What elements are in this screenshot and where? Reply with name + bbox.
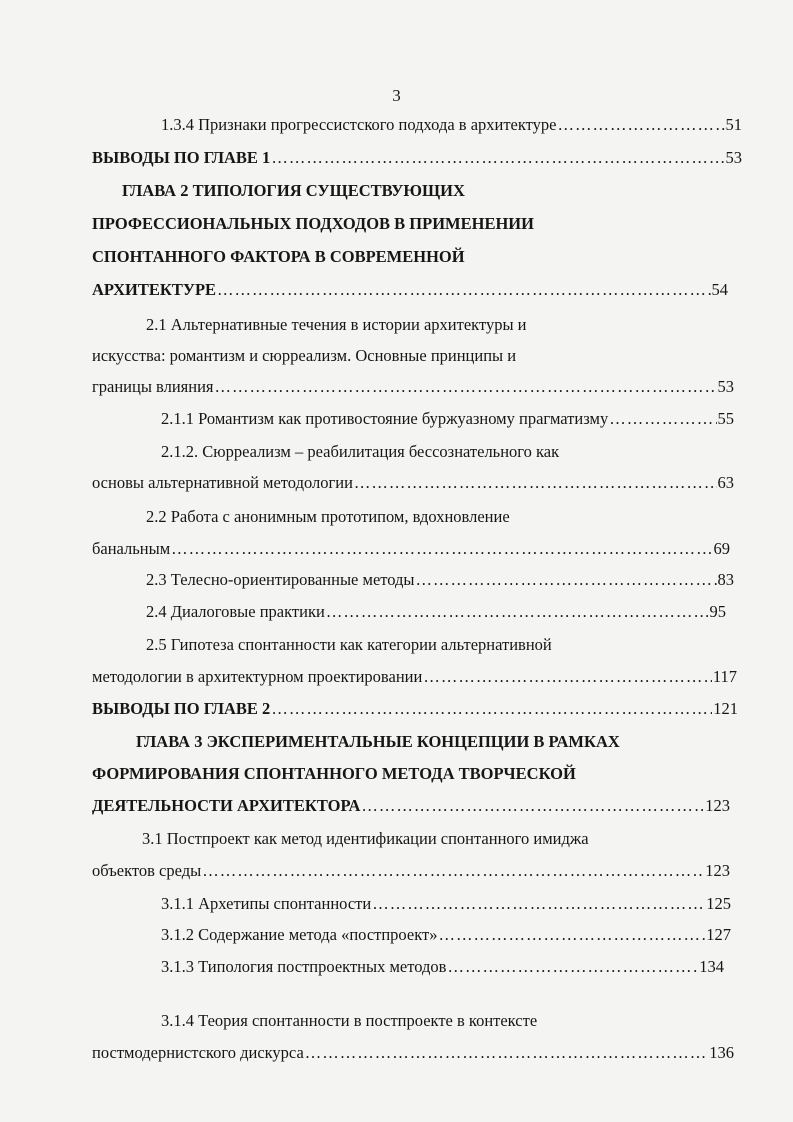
toc-section-3-1-4-line1: 3.1.4 Теория спонтанности в постпроекте в контексте [161, 1011, 538, 1030]
toc-page: 55 [717, 409, 734, 428]
toc-page: 51 [725, 115, 742, 134]
toc-entry-chapter-3[interactable]: ДЕЯТЕЛЬНОСТИ АРХИТЕКТОРА …………………………………………………………………………………………………………………………………………………………………… 123 [92, 791, 730, 821]
toc-entry-3-1-4[interactable]: постмодернистского дискурса …………………………………………………………………………………………………………………………………………………………………… 136 [92, 1038, 734, 1068]
toc-section-3-1-line1: 3.1 Постпроект как метод идентификации спонтанного имиджа [142, 829, 589, 848]
toc-entry-2-1[interactable]: границы влияния …………………………………………………………………………………………………………………………………………………………………… 53 [92, 372, 734, 402]
toc-section-2-1-line1: 2.1 Альтернативные течения в истории архитектуры и [146, 315, 527, 334]
toc-entry-2-1-1[interactable]: 2.1.1 Романтизм как противостояние буржуазному прагматизму …………………………………………………………………………………………………………………………………………………………………… 55 [161, 404, 734, 434]
toc-page: 83 [717, 570, 734, 589]
toc-page: 95 [709, 602, 726, 621]
toc-entry-3-1-3[interactable]: 3.1.3 Типология постпроектных методов …………………………………………………………………………………………………………………………………………………………………… 134 [161, 952, 724, 982]
toc-entry-2-1-2[interactable]: основы альтернативной методологии …………………………………………………………………………………………………………………………………………………………………… 63 [92, 468, 734, 498]
toc-page: 134 [699, 957, 724, 976]
page-number: 3 [392, 86, 401, 105]
toc-page: 69 [713, 539, 730, 558]
toc-entry-2-3[interactable]: 2.3 Телесно-ориентированные методы …………………………………………………………………………………………………………………………………………………………………… 83 [146, 565, 734, 595]
toc-page: 121 [713, 699, 738, 718]
toc-section-2-2-line1: 2.2 Работа с анонимным прототипом, вдохновление [146, 507, 510, 526]
toc-entry-3-1-1[interactable]: 3.1.1 Архетипы спонтанности …………………………………………………………………………………………………………………………………………………………………… 125 [161, 889, 731, 919]
toc-chapter-2-line1: ГЛАВА 2 ТИПОЛОГИЯ СУЩЕСТВУЮЩИХ [122, 181, 465, 200]
toc-entry-conclusions-2[interactable]: ВЫВОДЫ ПО ГЛАВЕ 2 …………………………………………………………………………………………………………………………………………………………………… 121 [92, 694, 738, 724]
toc-entry-2-2[interactable]: банальным …………………………………………………………………………………………………………………………………………………………………… 69 [92, 534, 730, 564]
toc-chapter-2-line2: ПРОФЕССИОНАЛЬНЫХ ПОДХОДОВ В ПРИМЕНЕНИИ [92, 214, 534, 233]
toc-page: 127 [706, 925, 731, 944]
toc-page: 63 [717, 473, 734, 492]
toc-page: 123 [705, 861, 730, 880]
toc-section-2-1-line2: искусства: романтизм и сюрреализм. Основные принципы и [92, 346, 517, 365]
toc-page: 123 [705, 796, 730, 815]
toc-page: 136 [709, 1043, 734, 1062]
toc-entry-3-1-2[interactable]: 3.1.2 Содержание метода «постпроект» …………………………………………………………………………………………………………………………………………………………………… 127 [161, 920, 731, 950]
toc-entry-3-1[interactable]: объектов среды …………………………………………………………………………………………………………………………………………………………………… 123 [92, 856, 730, 886]
toc-section-2-5-line1: 2.5 Гипотеза спонтанности как категории альтернативной [146, 635, 552, 654]
toc-chapter-3-line1: ГЛАВА 3 ЭКСПЕРИМЕНТАЛЬНЫЕ КОНЦЕПЦИИ В РАМКАХ [136, 732, 620, 751]
toc-entry-2-4[interactable]: 2.4 Диалоговые практики …………………………………………………………………………………………………………………………………………………………………… 95 [146, 597, 726, 627]
toc-section-2-1-2-line1: 2.1.2. Сюрреализм – реабилитация бессознательного как [161, 442, 560, 461]
toc-page: 117 [712, 667, 737, 686]
toc-entry-2-5[interactable]: методологии в архитектурном проектировании …………………………………………………………………………………………………………………………………………………………………… 117 [92, 662, 737, 692]
toc-page: 54 [711, 280, 728, 299]
toc-entry-chapter-2[interactable]: АРХИТЕКТУРЕ …………………………………………………………………………………………………………………………………………………………………… 54 [92, 275, 728, 305]
toc-chapter-3-line2: ФОРМИРОВАНИЯ СПОНТАННОГО МЕТОДА ТВОРЧЕСКОЙ [92, 764, 576, 783]
toc-entry-1-3-4[interactable]: 1.3.4 Признаки прогрессистского подхода в архитектуре …………………………………………………………………………………………………………………………………………………………………… 51 [161, 110, 742, 140]
toc-page: 125 [706, 894, 731, 913]
toc-page: 53 [725, 148, 742, 167]
toc-entry-conclusions-1[interactable]: ВЫВОДЫ ПО ГЛАВЕ 1 …………………………………………………………………………………………………………………………………………………………………… 53 [92, 143, 742, 173]
toc-chapter-2-line3: СПОНТАННОГО ФАКТОРА В СОВРЕМЕННОЙ [92, 247, 465, 266]
toc-page: 53 [717, 377, 734, 396]
